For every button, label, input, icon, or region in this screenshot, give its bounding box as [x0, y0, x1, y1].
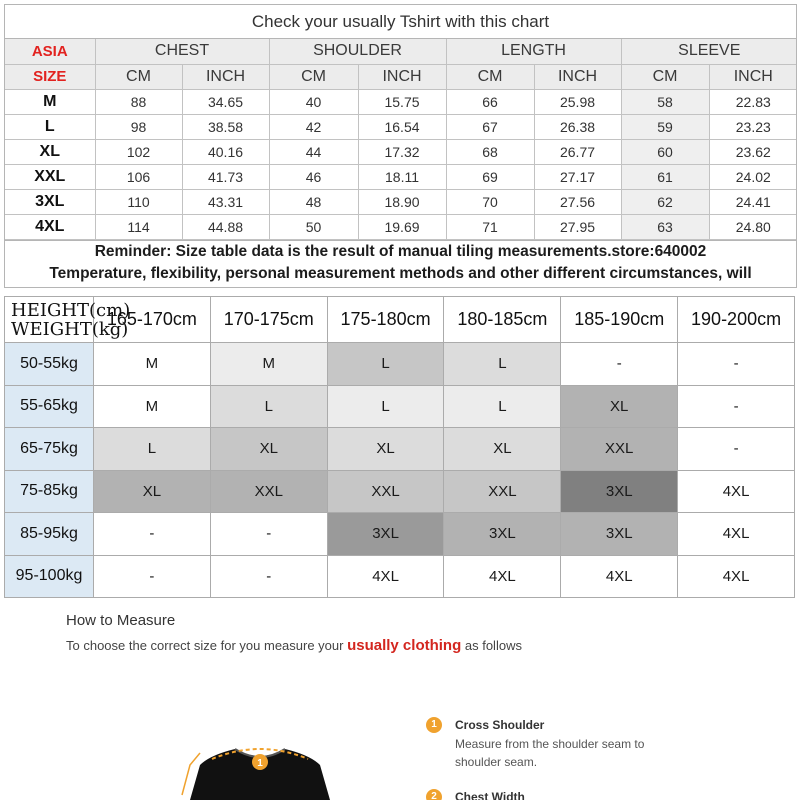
weight-cell: 75-85kg	[5, 470, 94, 513]
group-chest: CHEST	[95, 39, 269, 64]
measurement-cell: 26.77	[534, 139, 621, 164]
measurement-cell: 62	[621, 189, 709, 214]
measurement-cell: 18.90	[358, 189, 446, 214]
measurement-cell: 44	[269, 139, 358, 164]
size-row	[5, 189, 797, 214]
size-cell: L	[5, 114, 95, 139]
unit-header: INCH	[709, 64, 797, 89]
recommended-size-cell: 4XL	[678, 513, 795, 556]
recommended-size-cell: L	[327, 385, 444, 428]
recommended-size-cell: 4XL	[561, 555, 678, 598]
weight-row	[5, 385, 795, 428]
recommended-size-cell: M	[94, 385, 211, 428]
measurement-cell: 38.58	[182, 114, 269, 139]
measurement-cell: 98	[95, 114, 182, 139]
recommended-size-cell: 3XL	[444, 513, 561, 556]
measurement-cell: 40	[269, 89, 358, 114]
unit-header: CM	[269, 64, 358, 89]
asia-label: ASIA	[5, 39, 95, 64]
size-cell: XL	[5, 139, 95, 164]
step-body: Measure from the shoulder seam to shoulder seam.	[455, 737, 645, 769]
measurement-cell: 22.83	[709, 89, 797, 114]
measurement-cell: 24.80	[709, 214, 797, 239]
step-title: Chest Width	[455, 790, 525, 800]
recommended-size-cell: -	[561, 343, 678, 386]
recommended-size-cell: -	[678, 428, 795, 471]
recommended-size-cell: XL	[444, 428, 561, 471]
weight-cell: 95-100kg	[5, 555, 94, 598]
measurement-cell: 24.02	[709, 164, 797, 189]
height-weight-table	[4, 296, 795, 598]
measurement-cell: 44.88	[182, 214, 269, 239]
unit-header: INCH	[534, 64, 621, 89]
step-number-badge: 1	[426, 717, 442, 733]
measurement-cell: 59	[621, 114, 709, 139]
height-header: 190-200cm	[678, 297, 795, 343]
size-chart-table	[5, 39, 797, 240]
height-axis-label: HEIGHT(cm)	[11, 299, 131, 321]
measure-step-chest-width	[426, 789, 686, 800]
measurement-cell: 48	[269, 189, 358, 214]
size-row	[5, 114, 797, 139]
height-header: 170-175cm	[210, 297, 327, 343]
recommended-size-cell: XXL	[327, 470, 444, 513]
how-to-measure	[66, 612, 766, 654]
measurement-cell: 25.98	[534, 89, 621, 114]
measurement-cell: 50	[269, 214, 358, 239]
measurement-cell: 42	[269, 114, 358, 139]
recommended-size-cell: L	[444, 385, 561, 428]
measurement-cell: 27.95	[534, 214, 621, 239]
measurement-cell: 110	[95, 189, 182, 214]
measurement-cell: 23.62	[709, 139, 797, 164]
measurement-cell: 63	[621, 214, 709, 239]
measurement-cell: 106	[95, 164, 182, 189]
recommended-size-cell: -	[210, 555, 327, 598]
measure-step-cross-shoulder	[426, 717, 686, 771]
recommended-size-cell: -	[94, 513, 211, 556]
how-to-measure-title: How to Measure	[66, 612, 176, 629]
unit-header: CM	[446, 64, 534, 89]
measurement-cell: 69	[446, 164, 534, 189]
weight-row	[5, 555, 795, 598]
recommended-size-cell: M	[94, 343, 211, 386]
weight-cell: 85-95kg	[5, 513, 94, 556]
unit-header: CM	[95, 64, 182, 89]
shirt-step-number: 1	[257, 758, 263, 769]
measurement-cell: 68	[446, 139, 534, 164]
measurement-cell: 102	[95, 139, 182, 164]
measurement-cell: 60	[621, 139, 709, 164]
measurement-cell: 18.11	[358, 164, 446, 189]
measurement-cell: 41.73	[182, 164, 269, 189]
unit-header: CM	[621, 64, 709, 89]
measurement-cell: 61	[621, 164, 709, 189]
size-cell: 4XL	[5, 214, 95, 239]
measurement-cell: 114	[95, 214, 182, 239]
recommended-size-cell: XL	[327, 428, 444, 471]
size-cell: 3XL	[5, 189, 95, 214]
corner-header	[5, 297, 131, 343]
measurement-cell: 71	[446, 214, 534, 239]
measurement-cell: 70	[446, 189, 534, 214]
recommended-size-cell: 3XL	[561, 470, 678, 513]
recommended-size-cell: 3XL	[327, 513, 444, 556]
measurement-cell: 26.38	[534, 114, 621, 139]
recommended-size-cell: XL	[210, 428, 327, 471]
recommended-size-cell: -	[678, 343, 795, 386]
measurement-cell: 67	[446, 114, 534, 139]
measurement-cell: 58	[621, 89, 709, 114]
measurement-cell: 34.65	[182, 89, 269, 114]
weight-row	[5, 470, 795, 513]
measurement-cell: 40.16	[182, 139, 269, 164]
size-cell: XXL	[5, 164, 95, 189]
recommended-size-cell: 4XL	[444, 555, 561, 598]
recommended-size-cell: M	[210, 343, 327, 386]
recommended-size-cell: L	[327, 343, 444, 386]
unit-header: INCH	[358, 64, 446, 89]
measurement-cell: 27.17	[534, 164, 621, 189]
measurement-cell: 16.54	[358, 114, 446, 139]
measurement-cell: 88	[95, 89, 182, 114]
height-header: 165-170cm	[94, 297, 211, 343]
step-title: Cross Shoulder	[455, 718, 545, 732]
group-length: LENGTH	[446, 39, 621, 64]
measurement-cell: 23.23	[709, 114, 797, 139]
weight-cell: 55-65kg	[5, 385, 94, 428]
recommended-size-cell: XXL	[444, 470, 561, 513]
recommended-size-cell: -	[210, 513, 327, 556]
height-header: 180-185cm	[444, 297, 561, 343]
weight-cell: 65-75kg	[5, 428, 94, 471]
size-chart-title: Check your usually Tshirt with this chart	[5, 5, 796, 39]
recommended-size-cell: XXL	[210, 470, 327, 513]
recommended-size-cell: 4XL	[327, 555, 444, 598]
measurement-cell: 24.41	[709, 189, 797, 214]
tshirt-illustration	[150, 735, 370, 800]
measurement-cell: 66	[446, 89, 534, 114]
size-row	[5, 164, 797, 189]
height-header: 185-190cm	[561, 297, 678, 343]
desc-prefix: To choose the correct size for you measure your	[66, 638, 348, 653]
recommended-size-cell: XXL	[561, 428, 678, 471]
recommended-size-cell: 3XL	[561, 513, 678, 556]
size-row	[5, 139, 797, 164]
weight-axis-label: WEIGHT(kg)	[11, 318, 129, 340]
reminder-line-1: Reminder: Size table data is the result of manual tiling measurements.store:640002	[5, 240, 796, 263]
size-label: SIZE	[5, 64, 95, 89]
measurement-cell: 19.69	[358, 214, 446, 239]
measurement-cell: 46	[269, 164, 358, 189]
recommended-size-cell: L	[94, 428, 211, 471]
measurement-cell: 17.32	[358, 139, 446, 164]
desc-highlight: usually clothing	[347, 637, 462, 654]
height-header: 175-180cm	[327, 297, 444, 343]
size-row	[5, 89, 797, 114]
recommended-size-cell: -	[94, 555, 211, 598]
weight-row	[5, 428, 795, 471]
recommended-size-cell: XL	[561, 385, 678, 428]
measurement-cell: 27.56	[534, 189, 621, 214]
step-number-badge: 2	[426, 789, 442, 800]
recommended-size-cell: L	[210, 385, 327, 428]
group-sleeve: SLEEVE	[621, 39, 797, 64]
recommended-size-cell: L	[444, 343, 561, 386]
group-shoulder: SHOULDER	[269, 39, 446, 64]
size-chart	[4, 4, 797, 288]
recommended-size-cell: XL	[94, 470, 211, 513]
size-cell: M	[5, 89, 95, 114]
unit-header: INCH	[182, 64, 269, 89]
height-weight-grid	[4, 296, 795, 598]
measurement-cell: 15.75	[358, 89, 446, 114]
measurement-cell: 43.31	[182, 189, 269, 214]
weight-row	[5, 343, 795, 386]
weight-cell: 50-55kg	[5, 343, 94, 386]
size-row	[5, 214, 797, 239]
recommended-size-cell: -	[678, 385, 795, 428]
recommended-size-cell: 4XL	[678, 470, 795, 513]
desc-suffix: as follows	[461, 638, 522, 653]
how-to-measure-description	[66, 637, 766, 654]
reminder-line-2: Temperature, flexibility, personal measurement methods and other different circumstances, will	[49, 264, 752, 282]
weight-row	[5, 513, 795, 556]
recommended-size-cell: 4XL	[678, 555, 795, 598]
